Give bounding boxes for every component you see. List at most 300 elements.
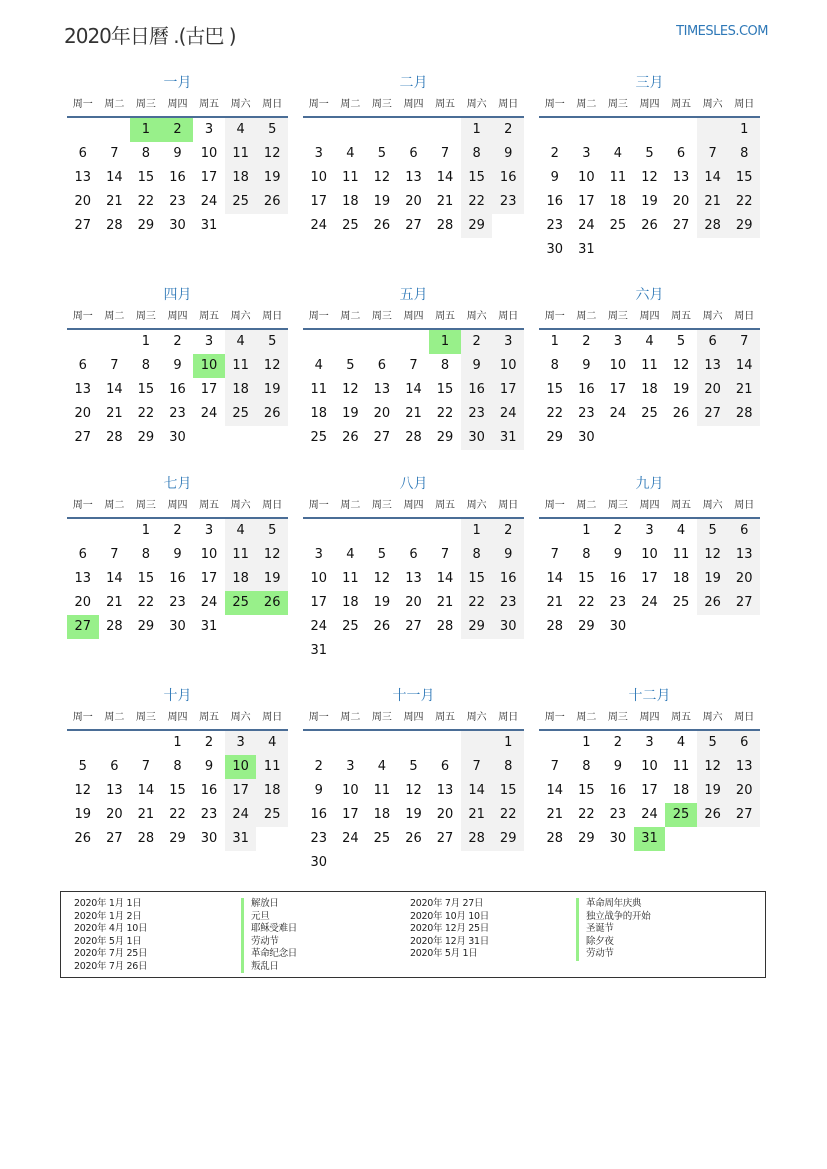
day-cell: 30 xyxy=(200,831,218,846)
day-cell: 31 xyxy=(310,643,328,658)
day-cell: 10 xyxy=(342,783,359,798)
weekday-label: 周一 xyxy=(544,99,565,110)
legend-holiday-name: 革命纪念日 xyxy=(241,948,297,961)
day-cell: 15 xyxy=(461,567,493,591)
weekday-label: 周日 xyxy=(734,99,755,110)
day-cell: 7 xyxy=(550,547,559,562)
day-cell: 5 xyxy=(676,334,686,349)
day-cell: 16 xyxy=(169,382,186,397)
weekday-label: 周三 xyxy=(607,311,628,322)
day-cell: 1 xyxy=(492,731,524,755)
day-cell: 21 xyxy=(137,807,155,822)
day-cell: 4 xyxy=(613,146,623,161)
day-cell: 15 xyxy=(137,170,155,185)
day-cell: 29 xyxy=(728,214,760,238)
days-grid xyxy=(67,330,288,450)
day-cell: 5 xyxy=(377,547,387,562)
day-cell: 13 xyxy=(74,382,92,397)
months-grid xyxy=(67,72,767,875)
legend-date: 2020年 10月 10日 xyxy=(410,910,489,922)
day-cell: 9 xyxy=(492,142,524,166)
holiday-cell: 25 xyxy=(225,591,257,615)
holiday-cell: 10 xyxy=(225,755,257,779)
day-cell: 20 xyxy=(728,567,760,591)
day-cell: 21 xyxy=(697,190,729,214)
day-cell: 7 xyxy=(440,547,450,562)
day-cell: 6 xyxy=(78,358,87,373)
day-cell: 3 xyxy=(613,334,623,349)
month-name: 九月 xyxy=(635,476,664,492)
day-cell: 31 xyxy=(200,619,218,634)
day-cell: 19 xyxy=(697,779,729,803)
day-cell: 15 xyxy=(137,382,155,397)
legend-holiday-name: 元旦 xyxy=(241,911,297,924)
day-blank xyxy=(303,519,335,543)
day-cell: 5 xyxy=(409,759,418,774)
day-cell: 3 xyxy=(346,759,355,774)
weekday-label: 周三 xyxy=(135,712,156,723)
legend-holiday-name: 圣诞节 xyxy=(576,923,650,936)
month-calendar xyxy=(67,284,288,473)
day-cell: 7 xyxy=(461,755,493,779)
day-cell: 14 xyxy=(436,170,454,185)
day-cell: 27 xyxy=(405,619,422,634)
day-cell: 7 xyxy=(440,146,450,161)
day-cell: 20 xyxy=(405,595,422,610)
day-cell: 24 xyxy=(200,595,218,610)
day-cell: 17 xyxy=(578,194,595,209)
day-blank xyxy=(335,118,367,142)
day-cell: 5 xyxy=(697,519,729,543)
day-blank xyxy=(303,330,335,354)
day-cell: 14 xyxy=(697,166,729,190)
weekday-label: 周二 xyxy=(340,500,361,511)
day-cell: 26 xyxy=(405,831,422,846)
day-cell: 17 xyxy=(641,571,658,586)
day-cell: 1 xyxy=(173,735,182,750)
day-cell: 9 xyxy=(173,547,182,562)
day-blank xyxy=(366,118,398,142)
day-cell: 22 xyxy=(546,406,564,421)
day-cell: 2 xyxy=(314,759,323,774)
weekday-label: 周五 xyxy=(199,311,220,322)
day-cell: 30 xyxy=(609,831,627,846)
day-cell: 5 xyxy=(78,759,87,774)
days-grid xyxy=(303,519,524,663)
day-cell: 29 xyxy=(137,218,155,233)
weekday-label: 周五 xyxy=(435,500,456,511)
day-cell: 18 xyxy=(342,194,359,209)
weekday-label: 周六 xyxy=(702,500,723,511)
day-blank xyxy=(634,118,666,142)
day-cell: 18 xyxy=(310,406,328,421)
day-cell: 29 xyxy=(137,619,155,634)
day-cell: 15 xyxy=(169,783,186,798)
day-cell: 14 xyxy=(137,783,155,798)
day-cell: 25 xyxy=(641,406,658,421)
day-cell: 24 xyxy=(342,831,359,846)
day-cell: 7 xyxy=(550,759,559,774)
day-cell: 19 xyxy=(342,406,359,421)
month-name: 四月 xyxy=(163,287,192,303)
day-cell: 4 xyxy=(377,759,387,774)
legend-date: 2020年 12月 31日 xyxy=(410,935,489,947)
day-cell: 27 xyxy=(728,803,760,827)
day-cell: 6 xyxy=(409,146,418,161)
day-cell: 13 xyxy=(436,783,454,798)
day-cell: 27 xyxy=(74,430,92,445)
day-blank xyxy=(429,731,461,755)
day-blank xyxy=(67,731,99,755)
legend-names-col-1 xyxy=(241,898,297,973)
weekday-label: 周一 xyxy=(72,500,93,511)
holiday-cell: 10 xyxy=(193,354,225,378)
day-cell: 22 xyxy=(137,194,155,209)
day-cell: 20 xyxy=(728,779,760,803)
weekday-label: 周五 xyxy=(435,99,456,110)
day-cell: 23 xyxy=(609,595,627,610)
day-cell: 16 xyxy=(310,807,328,822)
day-cell: 8 xyxy=(582,547,591,562)
weekday-label: 周日 xyxy=(498,712,519,723)
day-cell: 18 xyxy=(225,567,257,591)
day-cell: 22 xyxy=(728,190,760,214)
legend-holiday-name: 劳动节 xyxy=(241,936,297,949)
day-cell: 3 xyxy=(314,547,323,562)
day-cell: 11 xyxy=(342,170,359,185)
day-cell: 11 xyxy=(256,755,288,779)
legend-holiday-name: 解放日 xyxy=(241,898,297,911)
site-brand[interactable]: TIMESLES.COM xyxy=(676,24,768,39)
day-cell: 17 xyxy=(200,170,218,185)
day-cell: 21 xyxy=(106,194,123,209)
day-cell: 14 xyxy=(106,571,123,586)
day-cell: 19 xyxy=(74,807,92,822)
day-cell: 13 xyxy=(106,783,123,798)
day-cell: 8 xyxy=(461,142,493,166)
day-cell: 6 xyxy=(676,146,686,161)
day-cell: 31 xyxy=(578,242,595,257)
month-name: 七月 xyxy=(163,476,192,492)
weekday-label: 周日 xyxy=(734,712,755,723)
weekday-label: 周二 xyxy=(340,99,361,110)
day-cell: 4 xyxy=(225,519,257,543)
day-cell: 17 xyxy=(200,382,218,397)
day-cell: 11 xyxy=(373,783,391,798)
day-cell: 12 xyxy=(641,170,658,185)
weekday-header xyxy=(67,306,288,330)
day-cell: 11 xyxy=(609,170,627,185)
legend-date: 2020年 4月 10日 xyxy=(74,923,148,934)
weekday-label: 周二 xyxy=(576,500,597,511)
day-cell: 9 xyxy=(492,543,524,567)
day-blank xyxy=(398,731,430,755)
day-cell: 15 xyxy=(546,382,564,397)
weekday-label: 周三 xyxy=(607,99,628,110)
weekday-label: 周六 xyxy=(702,311,723,322)
month-calendar xyxy=(303,284,524,473)
month-calendar xyxy=(67,473,288,685)
weekday-label: 周二 xyxy=(104,311,125,322)
day-cell: 9 xyxy=(461,354,493,378)
weekday-label: 周六 xyxy=(702,712,723,723)
day-cell: 21 xyxy=(106,595,123,610)
day-blank xyxy=(303,731,335,755)
day-cell: 23 xyxy=(310,831,328,846)
day-cell: 23 xyxy=(492,190,524,214)
month-calendar xyxy=(539,284,760,473)
month-name: 三月 xyxy=(635,75,664,91)
day-cell: 12 xyxy=(256,543,288,567)
legend-date: 2020年 5月 1日 xyxy=(410,948,478,959)
day-cell: 6 xyxy=(110,759,119,774)
day-cell: 24 xyxy=(200,194,218,209)
weekday-label: 周四 xyxy=(403,500,424,511)
day-cell: 29 xyxy=(578,619,595,634)
day-cell: 16 xyxy=(492,166,524,190)
weekday-label: 周六 xyxy=(230,99,251,110)
day-cell: 8 xyxy=(141,146,151,161)
weekday-label: 周六 xyxy=(466,712,487,723)
day-cell: 23 xyxy=(492,591,524,615)
days-grid xyxy=(303,330,524,450)
day-blank xyxy=(335,519,367,543)
weekday-header xyxy=(67,495,288,519)
holiday-cell: 1 xyxy=(130,118,162,142)
day-cell: 8 xyxy=(141,358,151,373)
holiday-cell: 1 xyxy=(429,330,461,354)
day-cell: 1 xyxy=(461,118,493,142)
day-cell: 18 xyxy=(373,807,391,822)
day-cell: 25 xyxy=(310,430,328,445)
day-cell: 10 xyxy=(200,547,218,562)
day-cell: 10 xyxy=(641,759,658,774)
month-calendar xyxy=(539,473,760,685)
day-cell: 27 xyxy=(697,402,729,426)
day-cell: 4 xyxy=(225,330,257,354)
day-cell: 8 xyxy=(440,358,450,373)
weekday-header xyxy=(303,707,524,731)
day-cell: 20 xyxy=(672,194,690,209)
weekday-label: 周二 xyxy=(340,712,361,723)
day-cell: 9 xyxy=(173,146,182,161)
weekday-header xyxy=(539,707,760,731)
day-cell: 20 xyxy=(74,595,92,610)
day-cell: 30 xyxy=(169,218,186,233)
day-cell: 29 xyxy=(461,214,493,238)
day-cell: 29 xyxy=(137,430,155,445)
day-cell: 21 xyxy=(728,378,760,402)
day-blank xyxy=(99,731,131,755)
day-cell: 13 xyxy=(373,382,391,397)
weekday-label: 周四 xyxy=(167,311,188,322)
month-calendar xyxy=(539,685,760,875)
weekday-label: 周六 xyxy=(466,99,487,110)
holiday-cell: 26 xyxy=(256,591,288,615)
day-cell: 28 xyxy=(436,218,454,233)
day-blank xyxy=(303,118,335,142)
day-cell: 8 xyxy=(550,358,559,373)
day-cell: 26 xyxy=(697,803,729,827)
day-cell: 18 xyxy=(342,595,359,610)
day-cell: 12 xyxy=(672,358,690,373)
day-cell: 23 xyxy=(609,807,627,822)
day-cell: 22 xyxy=(461,591,493,615)
day-cell: 3 xyxy=(645,523,654,538)
day-blank xyxy=(571,118,603,142)
day-cell: 22 xyxy=(137,595,155,610)
legend-date: 2020年 1月 2日 xyxy=(74,910,142,922)
day-cell: 3 xyxy=(225,731,257,755)
day-cell: 13 xyxy=(697,354,729,378)
day-cell: 23 xyxy=(200,807,218,822)
weekday-label: 周六 xyxy=(702,99,723,110)
day-cell: 31 xyxy=(492,426,524,450)
day-cell: 17 xyxy=(342,807,359,822)
weekday-label: 周三 xyxy=(607,500,628,511)
day-cell: 1 xyxy=(582,735,591,750)
month-calendar xyxy=(303,72,524,284)
holiday-cell: 27 xyxy=(67,615,99,639)
weekday-header xyxy=(539,94,760,118)
day-cell: 24 xyxy=(641,595,658,610)
day-cell: 24 xyxy=(200,406,218,421)
day-cell: 30 xyxy=(461,426,493,450)
day-cell: 26 xyxy=(342,430,359,445)
day-cell: 20 xyxy=(697,378,729,402)
day-cell: 6 xyxy=(697,330,729,354)
day-cell: 13 xyxy=(405,170,422,185)
weekday-label: 周二 xyxy=(104,99,125,110)
day-cell: 23 xyxy=(169,406,186,421)
day-cell: 11 xyxy=(310,382,328,397)
day-cell: 24 xyxy=(310,218,328,233)
day-cell: 30 xyxy=(492,615,524,639)
day-cell: 4 xyxy=(314,358,323,373)
day-cell: 31 xyxy=(200,218,218,233)
weekday-label: 周二 xyxy=(576,99,597,110)
day-cell: 15 xyxy=(492,779,524,803)
day-cell: 26 xyxy=(697,591,729,615)
day-cell: 13 xyxy=(728,543,760,567)
day-cell: 6 xyxy=(377,358,387,373)
day-cell: 12 xyxy=(342,382,359,397)
weekday-label: 周一 xyxy=(72,311,93,322)
legend-dates-col-1 xyxy=(74,898,147,973)
weekday-label: 周日 xyxy=(262,99,283,110)
day-cell: 29 xyxy=(546,430,564,445)
weekday-label: 周日 xyxy=(262,311,283,322)
day-cell: 19 xyxy=(256,378,288,402)
day-cell: 3 xyxy=(582,146,591,161)
day-cell: 12 xyxy=(373,571,391,586)
day-cell: 4 xyxy=(676,523,686,538)
day-cell: 18 xyxy=(641,382,658,397)
day-cell: 9 xyxy=(314,783,323,798)
day-cell: 13 xyxy=(405,571,422,586)
day-cell: 27 xyxy=(672,218,690,233)
legend-date: 2020年 7月 27日 xyxy=(410,898,484,909)
weekday-label: 周一 xyxy=(544,311,565,322)
day-cell: 9 xyxy=(204,759,214,774)
day-cell: 3 xyxy=(204,122,214,137)
weekday-label: 周六 xyxy=(466,311,487,322)
day-cell: 17 xyxy=(310,194,328,209)
day-cell: 19 xyxy=(373,194,391,209)
days-grid xyxy=(539,330,760,450)
weekday-label: 周二 xyxy=(576,311,597,322)
day-cell: 7 xyxy=(141,759,151,774)
day-cell: 6 xyxy=(78,547,87,562)
day-cell: 28 xyxy=(697,214,729,238)
day-cell: 27 xyxy=(373,430,391,445)
day-cell: 13 xyxy=(74,170,92,185)
day-cell: 8 xyxy=(461,543,493,567)
day-cell: 28 xyxy=(106,218,123,233)
day-cell: 1 xyxy=(141,334,151,349)
day-cell: 27 xyxy=(405,218,422,233)
day-cell: 21 xyxy=(106,406,123,421)
day-cell: 16 xyxy=(200,783,218,798)
day-cell: 8 xyxy=(582,759,591,774)
day-cell: 22 xyxy=(578,595,595,610)
day-cell: 25 xyxy=(225,190,257,214)
weekday-label: 周五 xyxy=(199,712,220,723)
holiday-cell: 31 xyxy=(634,827,666,851)
weekday-label: 周一 xyxy=(308,500,329,511)
weekday-label: 周六 xyxy=(230,311,251,322)
day-cell: 26 xyxy=(373,619,391,634)
weekday-label: 周一 xyxy=(544,712,565,723)
day-cell: 5 xyxy=(346,358,355,373)
day-cell: 28 xyxy=(436,619,454,634)
day-cell: 14 xyxy=(461,779,493,803)
day-cell: 7 xyxy=(110,358,119,373)
weekday-label: 周五 xyxy=(199,500,220,511)
weekday-label: 周日 xyxy=(262,712,283,723)
day-cell: 10 xyxy=(609,358,627,373)
day-cell: 29 xyxy=(461,615,493,639)
weekday-label: 周二 xyxy=(104,500,125,511)
day-cell: 29 xyxy=(436,430,454,445)
day-cell: 16 xyxy=(578,382,595,397)
day-cell: 7 xyxy=(728,330,760,354)
day-cell: 6 xyxy=(440,759,450,774)
day-cell: 3 xyxy=(314,146,323,161)
day-cell: 9 xyxy=(173,358,182,373)
day-cell: 28 xyxy=(728,402,760,426)
day-cell: 26 xyxy=(672,406,690,421)
weekday-label: 周四 xyxy=(639,500,660,511)
day-cell: 27 xyxy=(436,831,454,846)
day-cell: 2 xyxy=(613,735,623,750)
day-cell: 30 xyxy=(609,619,627,634)
day-cell: 8 xyxy=(141,547,151,562)
weekday-label: 周四 xyxy=(167,99,188,110)
day-cell: 15 xyxy=(578,783,595,798)
weekday-label: 周四 xyxy=(167,712,188,723)
day-blank xyxy=(539,519,571,543)
legend-date: 2020年 7月 25日 xyxy=(74,948,148,959)
days-grid xyxy=(539,731,760,851)
day-cell: 11 xyxy=(225,543,257,567)
day-cell: 17 xyxy=(492,378,524,402)
day-cell: 17 xyxy=(641,783,658,798)
month-name: 六月 xyxy=(635,287,664,303)
weekday-label: 周四 xyxy=(639,712,660,723)
day-cell: 24 xyxy=(225,803,257,827)
day-cell: 16 xyxy=(609,783,627,798)
